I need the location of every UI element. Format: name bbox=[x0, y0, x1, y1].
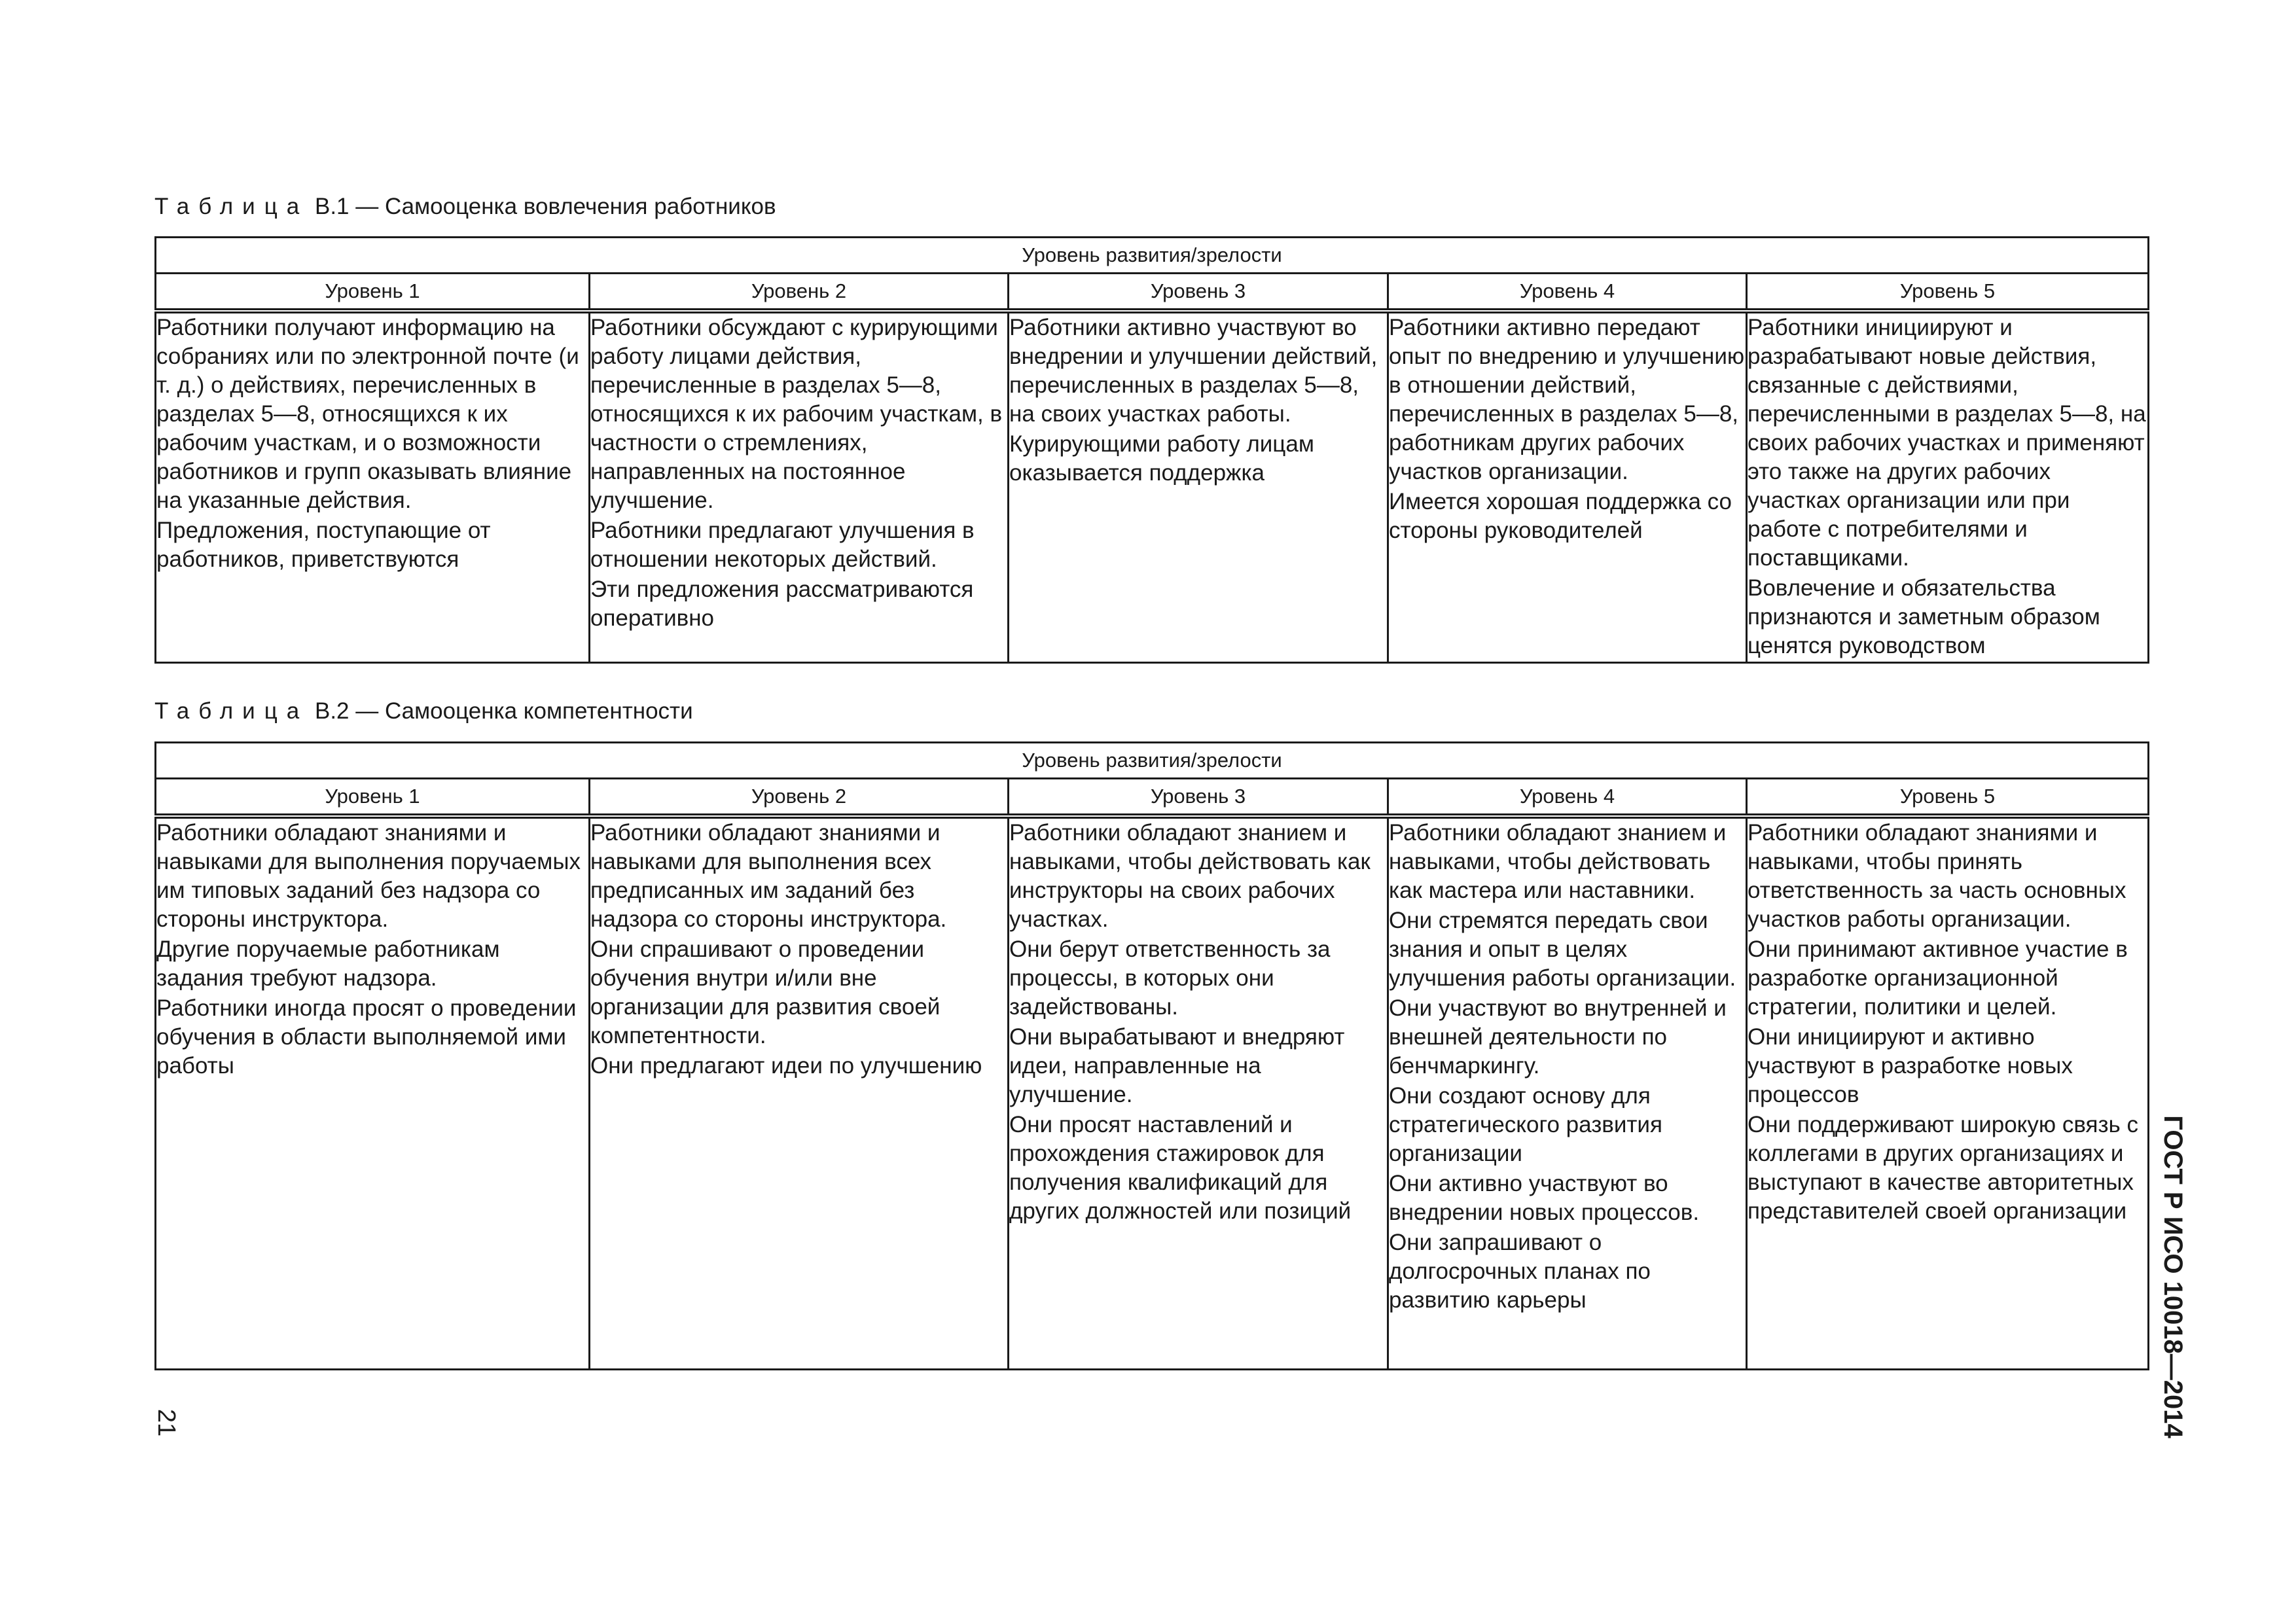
table1-caption-word: Таблица bbox=[154, 194, 309, 219]
table2-caption-title: В.2 — Самооценка компетентности bbox=[314, 698, 693, 724]
table-paragraph: Работники получают информацию на собраниях или по электронной почте (и т. д.) о действиях, перечисленных в разделах 5—8, относящихся к их рабочим участкам, и о возможности работников и групп оказывать влияние на указанные действия. bbox=[156, 315, 579, 513]
table2-level-4-header: Уровень 4 bbox=[1388, 779, 1747, 817]
table-paragraph: Курирующими работу лицам оказывается поддержка bbox=[1009, 431, 1314, 486]
table2-level-4-cell bbox=[1388, 816, 1747, 1370]
table-paragraph: Вовлечение и обязательства признаются и заметным образом ценятся руководством bbox=[1748, 575, 2100, 658]
table2-caption-word: Таблица bbox=[154, 698, 309, 724]
running-head: ГОСТ Р ИСО 10018—2014 bbox=[2159, 1115, 2187, 1438]
table2-level-1-header: Уровень 1 bbox=[156, 779, 590, 817]
table-paragraph: Они стремятся передать свои знания и опыт в целях улучшения работы организации. bbox=[1389, 908, 1736, 991]
table-paragraph: Они запрашивают о долгосрочных планах по развитию карьеры bbox=[1389, 1230, 1651, 1313]
table-paragraph: Они поддерживают широкую связь с коллегами в других организациях и выступают в качестве авторитетных представителей своей организации bbox=[1748, 1112, 2139, 1224]
table2-level-5-header: Уровень 5 bbox=[1747, 779, 2149, 817]
table-paragraph: Они просят наставлений и прохождения стажировок для получения квалификаций для других должностей или позиций bbox=[1009, 1112, 1352, 1224]
table-paragraph: Работники активно передают опыт по внедрению и улучшению в отношении действий, перечисленных в разделах 5—8, работникам других рабочих участков организации. bbox=[1389, 315, 1745, 484]
table1-span-header: Уровень развития/зрелости bbox=[156, 238, 2149, 274]
table-paragraph: Работники обладают знанием и навыками, чтобы действовать как мастера или наставники. bbox=[1389, 820, 1727, 903]
table1-level-3-header: Уровень 3 bbox=[1009, 274, 1388, 312]
table-paragraph: Работники обладают знаниями и навыками, чтобы принять ответственность за часть основных участков работы организации. bbox=[1748, 820, 2126, 932]
table-paragraph: Работники обсуждают с курирующими работу лицами действия, перечисленные в разделах 5—8, относящихся к их рабочим участкам, в частности о стремлениях, направленных на постоянное улучшение. bbox=[590, 315, 1003, 513]
table2-caption bbox=[154, 698, 693, 724]
table-paragraph: Работники обладают знаниями и навыками для выполнения всех предписанных им заданий без надзора со стороны инструктора. bbox=[590, 820, 947, 932]
table-paragraph: Они берут ответственность за процессы, в которых они задействованы. bbox=[1009, 936, 1331, 1020]
table1-level-5-cell bbox=[1747, 311, 2149, 663]
table2-body-row bbox=[156, 816, 2149, 1370]
table2-level-3-header: Уровень 3 bbox=[1009, 779, 1388, 817]
table1-caption bbox=[154, 194, 776, 220]
table-paragraph: Работники предлагают улучшения в отношении некоторых действий. bbox=[590, 518, 975, 572]
table2-levels-row bbox=[156, 779, 2149, 817]
table2-level-1-cell bbox=[156, 816, 590, 1370]
table1-caption-title: В.1 — Самооценка вовлечения работников bbox=[314, 194, 776, 219]
table1-span-header-row bbox=[156, 238, 2149, 274]
table-paragraph: Они спрашивают о проведении обучения внутри и/или вне организации для развития своей компетентности. bbox=[590, 936, 941, 1048]
table2-span-header: Уровень развития/зрелости bbox=[156, 743, 2149, 779]
table-paragraph: Имеется хорошая поддержка со стороны руководителей bbox=[1389, 489, 1732, 543]
table-paragraph: Они инициируют и активно участвуют в разработке новых процессов bbox=[1748, 1024, 2073, 1107]
table2-level-5-cell bbox=[1747, 816, 2149, 1370]
table1-level-2-cell bbox=[590, 311, 1009, 663]
table1-levels-row bbox=[156, 274, 2149, 312]
table1 bbox=[154, 236, 2149, 664]
table-paragraph: Другие поручаемые работникам задания требуют надзора. bbox=[156, 936, 500, 991]
table-paragraph: Они создают основу для стратегического развития организации bbox=[1389, 1083, 1662, 1166]
table-paragraph: Предложения, поступающие от работников, приветствуются bbox=[156, 518, 491, 572]
table1-level-3-cell bbox=[1009, 311, 1388, 663]
table1-level-2-header: Уровень 2 bbox=[590, 274, 1009, 312]
table2 bbox=[154, 741, 2149, 1370]
table-paragraph: Они предлагают идеи по улучшению bbox=[590, 1053, 982, 1079]
table-paragraph: Работники обладают знанием и навыками, чтобы действовать как инструкторы на своих рабочих участках. bbox=[1009, 820, 1371, 932]
table-paragraph: Они вырабатывают и внедряют идеи, направленные на улучшение. bbox=[1009, 1024, 1345, 1107]
table2-level-2-cell bbox=[590, 816, 1009, 1370]
page-number: 21 bbox=[152, 1408, 180, 1437]
table1-level-5-header: Уровень 5 bbox=[1747, 274, 2149, 312]
table-paragraph: Работники иногда просят о проведении обучения в области выполняемой ими работы bbox=[156, 995, 577, 1079]
table1-level-1-header: Уровень 1 bbox=[156, 274, 590, 312]
table1-body-row bbox=[156, 311, 2149, 663]
table2-level-3-cell bbox=[1009, 816, 1388, 1370]
table-paragraph: Работники обладают знаниями и навыками для выполнения поручаемых им типовых заданий без надзора со стороны инструктора. bbox=[156, 820, 581, 932]
table2-level-2-header: Уровень 2 bbox=[590, 779, 1009, 817]
table-paragraph: Работники активно участвуют во внедрении и улучшении действий, перечисленных в разделах 5—8, на своих участках работы. bbox=[1009, 315, 1378, 427]
table2-span-header-row bbox=[156, 743, 2149, 779]
table-paragraph: Они принимают активное участие в разработке организационной стратегии, политики и целей. bbox=[1748, 936, 2128, 1020]
table-paragraph: Работники инициируют и разрабатывают новые действия, связанные с действиями, перечисленными в разделах 5—8, на своих рабочих участках и применяют это также на других рабочих участках организации или при работе с потребителями и поставщиками. bbox=[1748, 315, 2146, 571]
table-paragraph: Они участвуют во внутренней и внешней деятельности по бенчмаркингу. bbox=[1389, 995, 1727, 1079]
table1-level-4-header: Уровень 4 bbox=[1388, 274, 1747, 312]
table-paragraph: Эти предложения рассматриваются оперативно bbox=[590, 577, 974, 631]
table1-level-1-cell bbox=[156, 311, 590, 663]
table1-level-4-cell bbox=[1388, 311, 1747, 663]
table-paragraph: Они активно участвуют во внедрении новых процессов. bbox=[1389, 1171, 1700, 1225]
